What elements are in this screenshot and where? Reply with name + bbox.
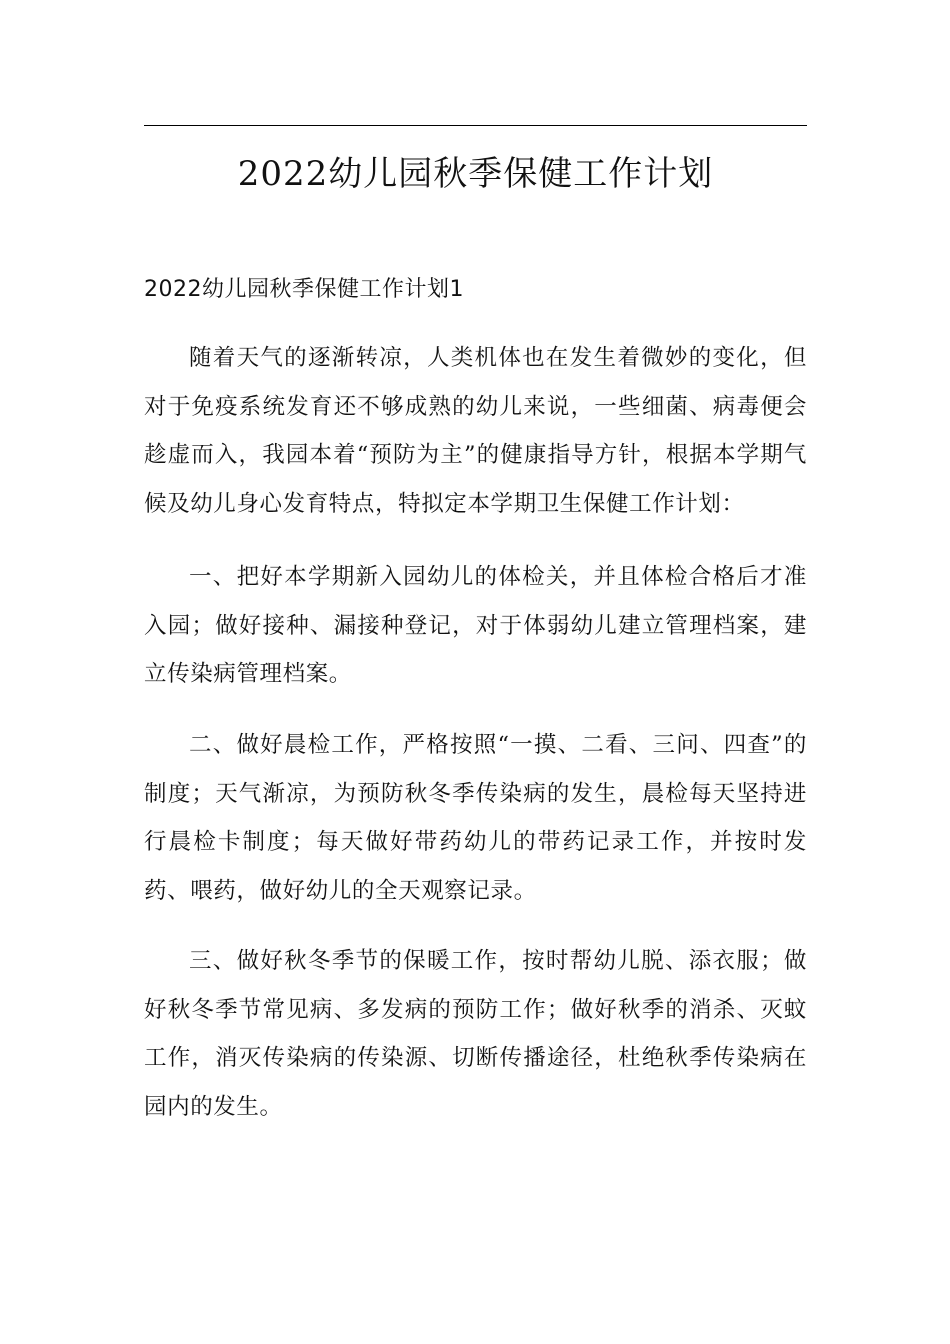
- paragraph-item-3: 三、做好秋冬季节的保暖工作，按时帮幼儿脱、添衣服；做好秋冬季节常见病、多发病的预防工作；做好秋季的消杀、灭蚊工作，消灭传染病的传染源、切断传播途径，杜绝秋季传染病在园内的发生。: [144, 948, 807, 1120]
- document-title: 2022幼儿园秋季保健工作计划: [237, 154, 714, 194]
- header-rule: [144, 125, 807, 126]
- section-heading: 2022幼儿园秋季保健工作计划1: [144, 277, 464, 302]
- paragraph-item-2: 二、做好晨检工作，严格按照“一摸、二看、三问、四查”的制度；天气渐凉，为预防秋冬季传染病的发生，晨检每天坚持进行晨检卡制度；每天做好带药幼儿的带药记录工作，并按时发药、喂药，做好幼儿的全天观察记录。: [144, 732, 807, 904]
- paragraph-intro: 随着天气的逐渐转凉，人类机体也在发生着微妙的变化，但对于免疫系统发育还不够成熟的幼儿来说，一些细菌、病毒便会趁虚而入，我园本着“预防为主”的健康指导方针，根据本学期气候及幼儿身心发育特点，特拟定本学期卫生保健工作计划：: [144, 345, 807, 517]
- paragraph-item-1: 一、把好本学期新入园幼儿的体检关，并且体检合格后才准入园；做好接种、漏接种登记，对于体弱幼儿建立管理档案，建立传染病管理档案。: [144, 564, 807, 687]
